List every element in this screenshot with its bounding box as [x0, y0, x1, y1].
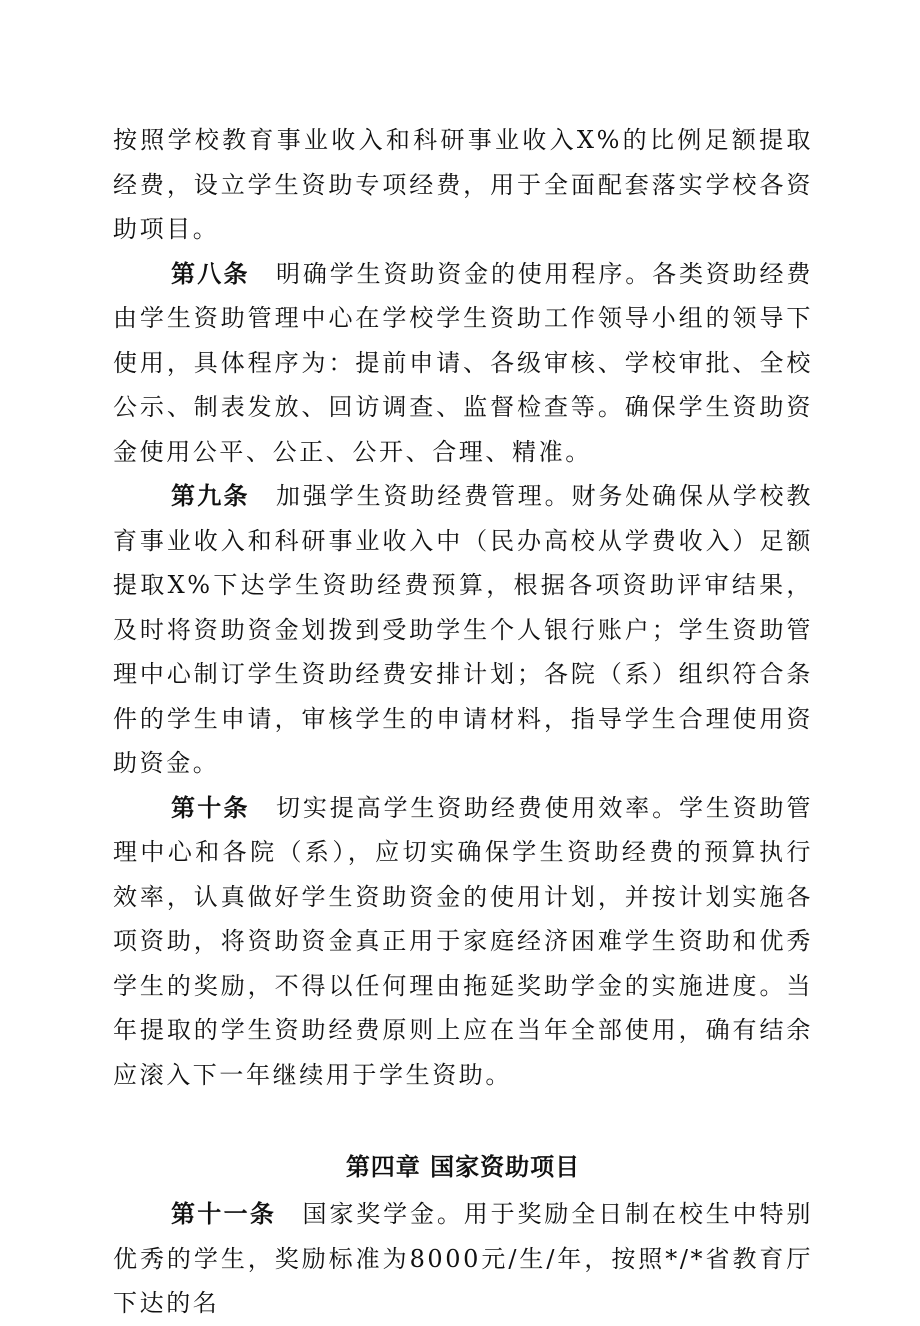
document-body — [113, 118, 813, 1326]
article-11-paragraph — [113, 1192, 813, 1326]
article-8-number: 第八条 — [171, 259, 250, 288]
continued-paragraph: 按照学校教育事业收入和科研事业收入X%的比例足额提取经费，设立学生资助专项经费，用于全面配套落实学校各资助项目。 — [113, 126, 813, 243]
article-9-paragraph — [113, 474, 813, 786]
chapter-title: 第四章 国家资助项目 — [345, 1153, 581, 1181]
article-8-paragraph — [113, 252, 813, 475]
article-11-number: 第十一条 — [171, 1200, 277, 1228]
article-9-number: 第九条 — [171, 482, 250, 510]
article-11-text: 国家奖学金。用于奖励全日制在校生中特别优秀的学生，奖励标准为8000元/生/年，按照*/*省教育厅下达的名 — [113, 1200, 814, 1317]
article-10-paragraph — [113, 786, 813, 1098]
article-9-text: 加强学生资助经费管理。财务处确保从学校教育事业收入和科研事业收入中（民办高校从学费收入）足额提取X%下达学生资助经费预算，根据各项资助评审结果，及时将资助资金划拨到受助学生个人银行账户；学生资助管理中心制订学生资助经费安排计划；各院（系）组织符合条件的学生申请，审核学生的申请材料，指导学生合理使用资助资金。 — [113, 482, 814, 777]
article-8-text: 明确学生资助资金的使用程序。各类资助经费由学生资助管理中心在学校学生资助工作领导小组的领导下使用，具体程序为：提前申请、各级审核、学校审批、全校公示、制表发放、回访调查、监督检查等。确保学生资助资金使用公平、公正、公开、合理、精准。 — [113, 259, 814, 466]
article-10-text: 切实提高学生资助经费使用效率。学生资助管理中心和各院（系），应切实确保学生资助经费的预算执行效率，认真做好学生资助资金的使用计划，并按计划实施各项资助，将资助资金真正用于家庭经济困难学生资助和优秀学生的奖励，不得以任何理由拖延奖助学金的实施进度。当年提取的学生资助经费原则上应在当年全部使用，确有结余应滚入下一年继续用于学生资助。 — [113, 793, 814, 1089]
article-10-number: 第十条 — [171, 793, 250, 822]
